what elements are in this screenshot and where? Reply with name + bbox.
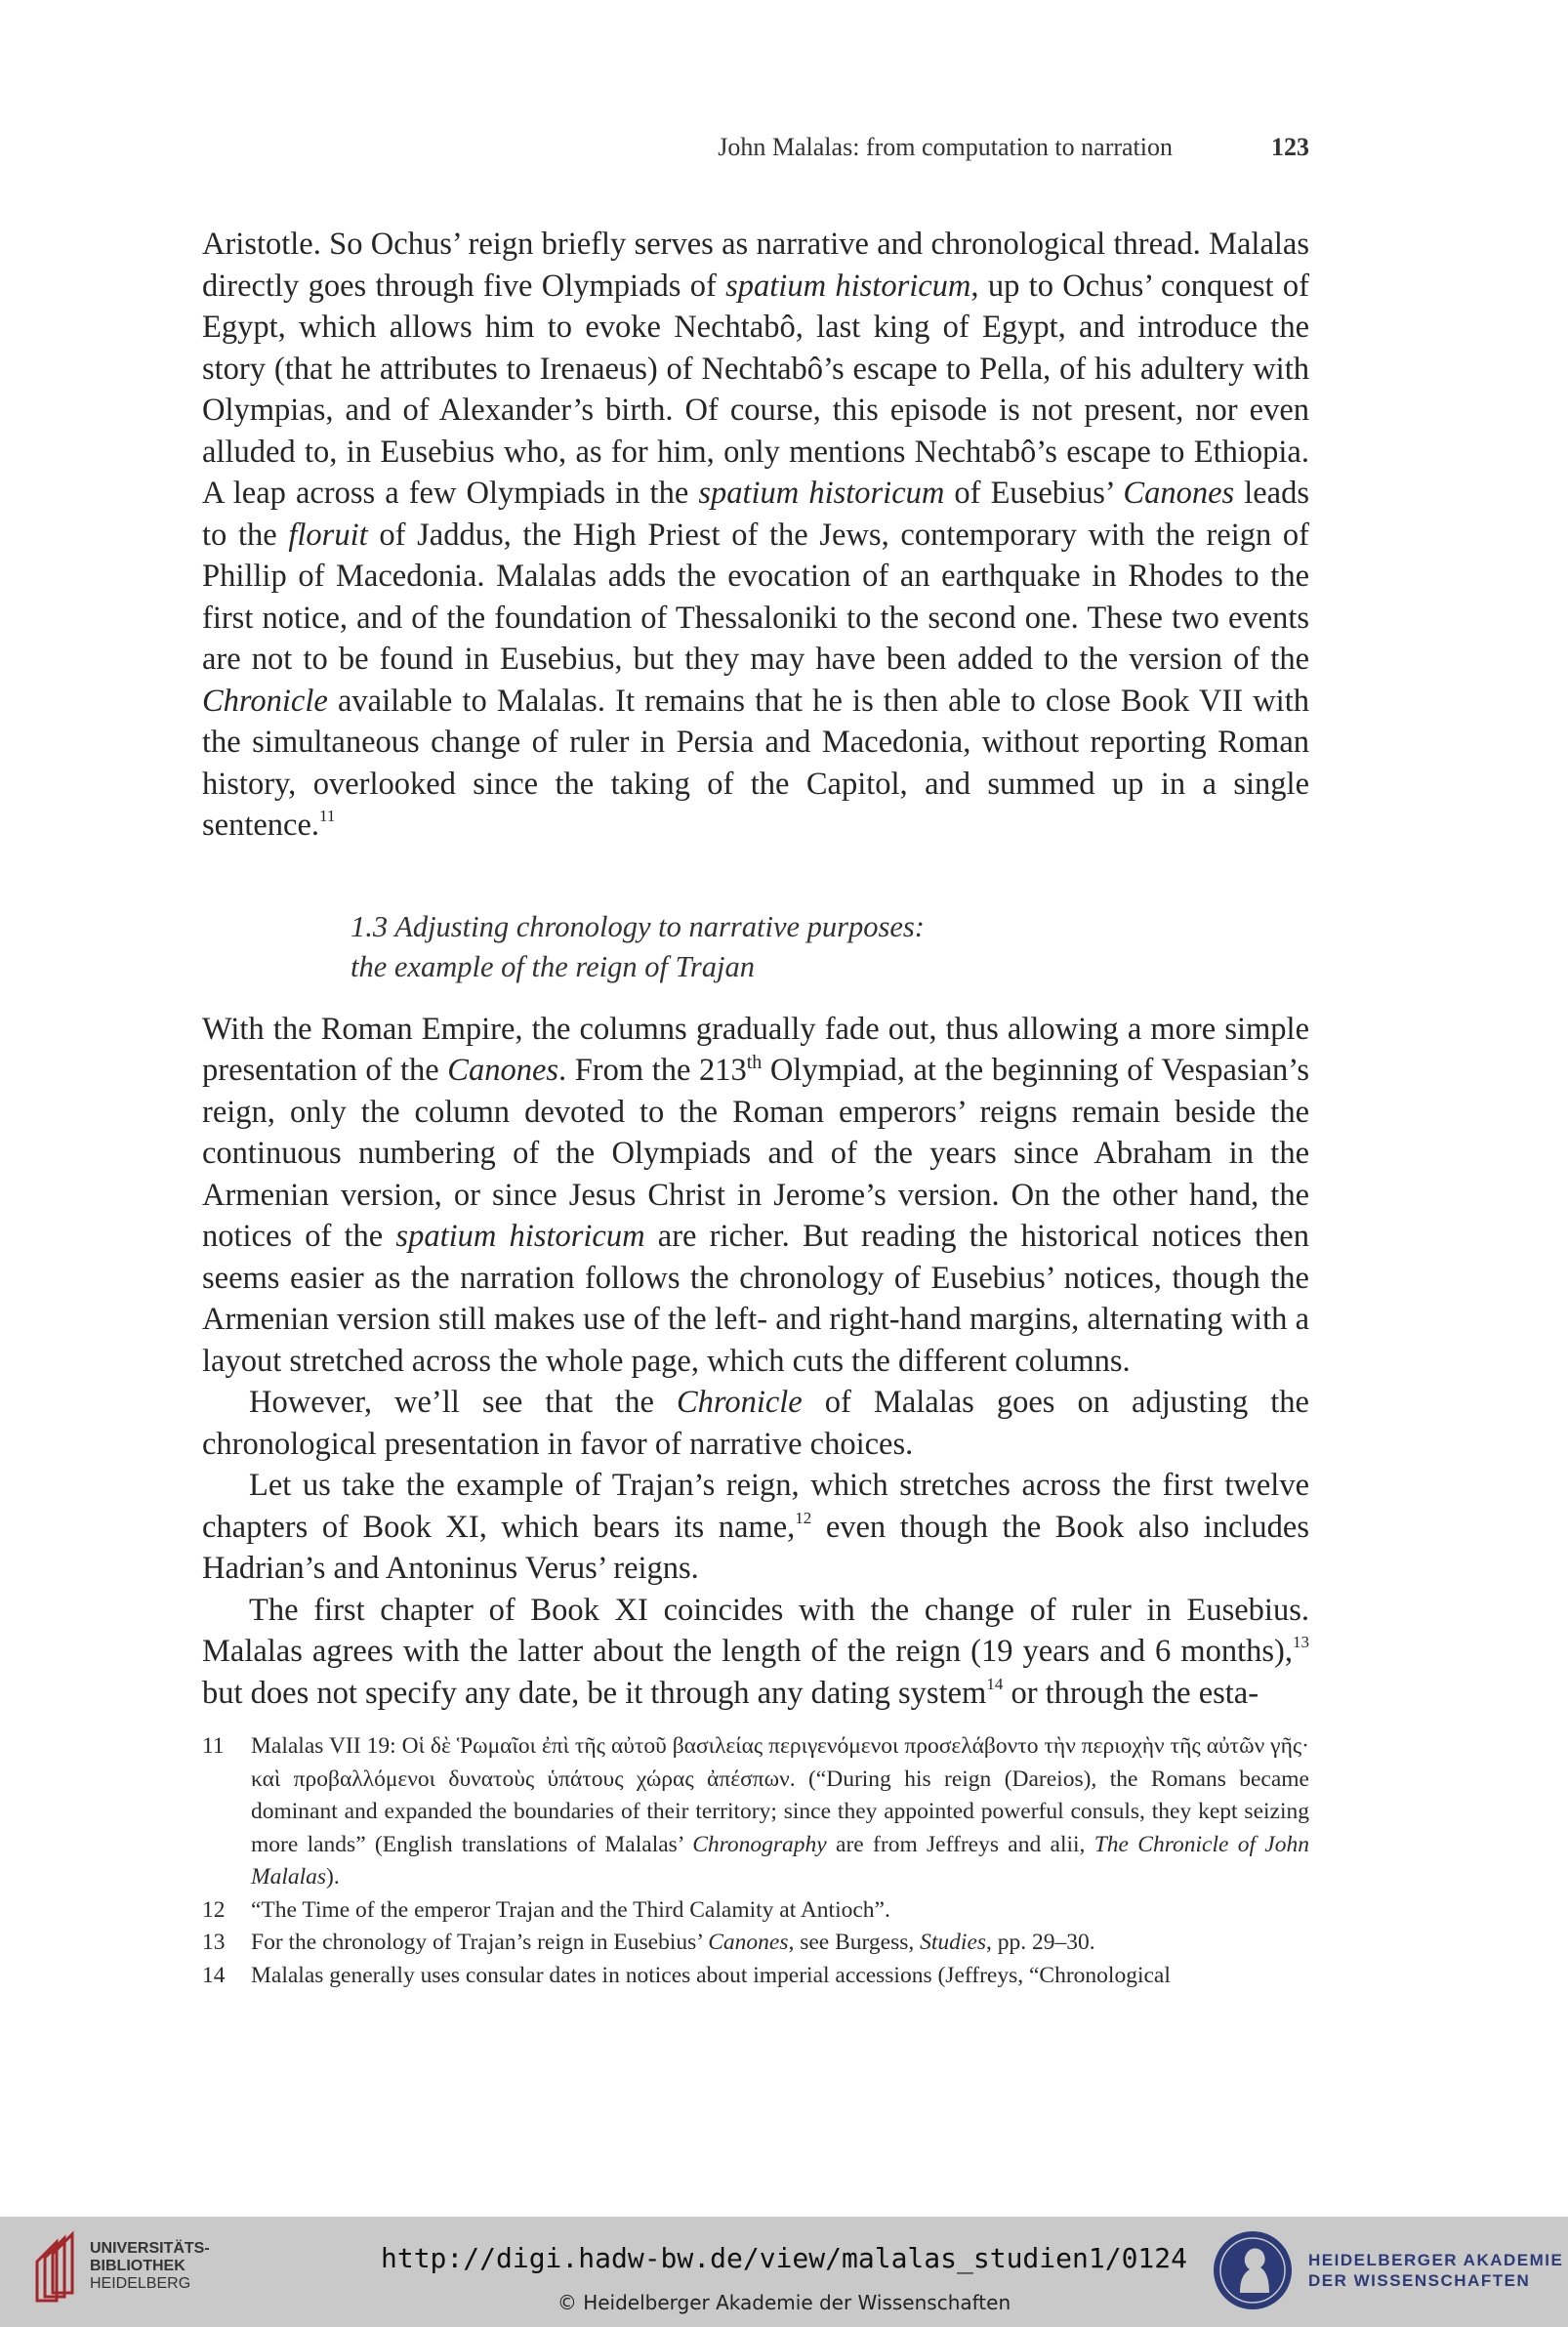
academy-name <box>1308 2250 1563 2291</box>
text-run: but does not specify any date, be it through any dating system <box>202 1675 987 1711</box>
italic-term: floruit <box>288 517 368 553</box>
text-run: Let us take the example of Trajan’s reign, which stretches across the first twelve chapters of Book XI, which bears its name, <box>202 1468 1309 1545</box>
text-run: Aristotle. So Ochus’ reign briefly serves as narrative and chronological thread. Malalas directly goes through five Olympiads of <box>202 227 1309 304</box>
text-run: ). <box>326 1864 340 1890</box>
academy-name-line: DER WISSENSCHAFTEN <box>1308 2271 1531 2290</box>
footnote-11 <box>202 1730 1309 1894</box>
text-run: “The Time of the emperor Trajan and the Third Calamity at Antioch”. <box>251 1896 890 1923</box>
text-run: Olympiad, at the beginning of Vespasian’s reign, only the column devoted to the Roman emperors’ reigns remain beside the continuous numbering of the Olympiads and of the years since Abraham in the Armenian version, or since Jesus Christ in Jerome’s version. On the other hand, the notices of the <box>202 1053 1309 1254</box>
main-text <box>202 224 1309 1714</box>
page-number: 123 <box>1271 133 1309 161</box>
footnote-12 <box>202 1894 1309 1928</box>
footnote-13 <box>202 1927 1309 1960</box>
text-run: even though the Book also includes Hadrian’s and Antoninus Verus’ reigns. <box>202 1509 1309 1586</box>
section-heading <box>351 907 1309 987</box>
italic-term: Chronicle <box>202 683 328 719</box>
italic-term: spatium historicum <box>395 1219 645 1254</box>
footnote-ref-11: 11 <box>319 807 336 825</box>
text-run: are from Jeffreys and alii, <box>826 1831 1094 1857</box>
footnote-number: 14 <box>202 1962 226 1988</box>
text-run: or through the esta- <box>1003 1675 1259 1711</box>
text-run: , pp. 29–30. <box>986 1930 1095 1955</box>
paragraph-however <box>202 1382 1309 1465</box>
text-run: of Eusebius’ <box>944 476 1124 511</box>
section-heading-line2: the example of the reign of Trajan <box>351 949 755 983</box>
paragraph-book-xi <box>202 1590 1309 1715</box>
footnotes <box>202 1730 1309 1992</box>
ordinal-suffix: th <box>746 1052 763 1073</box>
library-name-line: BIBLIOTHEK <box>90 2258 186 2274</box>
italic-term: Canones <box>708 1930 789 1955</box>
italic-term: Canones <box>1123 476 1235 511</box>
italic-term: spatium historicum <box>725 268 971 304</box>
viewer-footer <box>0 2217 1568 2327</box>
library-name-line: UNIVERSITÄTS- <box>90 2240 210 2257</box>
footnote-ref-14: 14 <box>986 1674 1004 1693</box>
text-run: of Jaddus, the High Priest of the Jews, contemporary with the reign of Phillip of Macedonia. Malalas adds the evocation of an earthquake in Rhodes to the first notice, and of the foundation of Thessaloniki to the second one. These two events are not to be found in Eusebius, but they may have been added to the version of the <box>202 517 1309 677</box>
footnote-number: 13 <box>202 1930 226 1955</box>
footnote-ref-12: 12 <box>795 1508 812 1527</box>
paragraph-aristotle <box>202 224 1309 847</box>
text-run: are richer. But reading the historical notices then seems easier as the narration follows the chronology of Eusebius’ notices, though the Armenian version still makes use of the left- and right-hand margins, alternating with a layout stretched across the whole page, which cuts the different columns. <box>202 1219 1309 1379</box>
text-run: Malalas generally uses consular dates in notices about imperial accessions (Jeffreys, “Chronological <box>251 1962 1171 1988</box>
footnote-ref-13: 13 <box>1293 1633 1309 1651</box>
text-run: However, we’ll see that the <box>249 1385 677 1420</box>
paragraph-roman-empire <box>202 1009 1309 1383</box>
italic-term: Chronicle <box>676 1385 803 1420</box>
text-run: With the Roman Empire, the columns gradually fade out, thus allowing a more simple presentation of the <box>202 1011 1309 1088</box>
italic-term: The Chronicle of John Malalas <box>251 1831 1309 1890</box>
permalink-url[interactable]: http://digi.hadw-bw.de/view/malalas_studien1/0124 <box>380 2242 1187 2274</box>
text-run: , see Burgess, <box>788 1930 921 1955</box>
italic-term: Chronography <box>692 1831 827 1857</box>
paragraph-trajan <box>202 1465 1309 1590</box>
copyright-notice: © Heidelberger Akademie der Wissenschaften <box>557 2291 1011 2314</box>
text-run: The first chapter of Book XI coincides with the change of ruler in Eusebius. Malalas agrees with the latter about the length of the reign (19 years and 6 months), <box>202 1592 1309 1669</box>
text-run: For the chronology of Trajan’s reign in Eusebius’ <box>251 1930 709 1955</box>
italic-term: spatium historicum <box>698 476 945 511</box>
text-run: , up to Ochus’ conquest of Egypt, which allows him to evoke Nechtabô, last king of Egypt, and introduce the story (that he attributes to Irenaeus) of Nechtabô’s escape to Pella, of his adultery with Olympias, and of Alexander’s birth. Of course, this episode is not present, nor even alluded to, in Eusebius who, as for him, only mentions Nechtabô’s escape to Ethiopia. A leap across a few Olympiads in the <box>202 268 1309 511</box>
footnote-14 <box>202 1960 1309 1993</box>
text-run: available to Malalas. It remains that he is then able to close Book VII with the simultaneous change of ruler in Persia and Macedonia, without reporting Roman history, overlooked since the taking of the Capitol, and summed up in a single sentence. <box>202 683 1309 843</box>
running-title: John Malalas: from computation to narration <box>718 133 1173 161</box>
footnote-number: 12 <box>202 1896 226 1923</box>
library-name-line: HEIDELBERG <box>90 2275 191 2292</box>
section-heading-line1: 1.3 Adjusting chronology to narrative purposes: <box>351 909 925 943</box>
text-run: . From the 213 <box>558 1053 747 1088</box>
running-header <box>202 133 1309 172</box>
footnote-number: 11 <box>202 1733 225 1759</box>
italic-term: Canones <box>447 1053 559 1088</box>
italic-term: Studies <box>920 1930 987 1955</box>
academy-name-line: HEIDELBERGER AKADEMIE <box>1308 2251 1564 2269</box>
text-run: Malalas VII 19: Οἱ δὲ Ῥωμαῖοι ἐπὶ τῆς αὐτοῦ βασιλείας περιγενόμενοι προσελάβοντο τὴν περιοχὴν τῆς αὐτῶν γῆς· καὶ προβαλλόμενοι δυνατοὺς ὑπάτους χώρας ἀπέσπων. (“During his reign (Dareios), the Romans became dominant and expanded the boundaries of their territory; since they appointed powerful consuls, they kept seizing more lands” (English translations of Malalas’ <box>251 1733 1309 1857</box>
text-run: of Malalas goes on adjusting the chronological presentation in favor of narrative choices. <box>202 1385 1309 1462</box>
text-run: leads to the <box>202 476 1309 553</box>
academy-seal-icon <box>1211 2228 1295 2312</box>
